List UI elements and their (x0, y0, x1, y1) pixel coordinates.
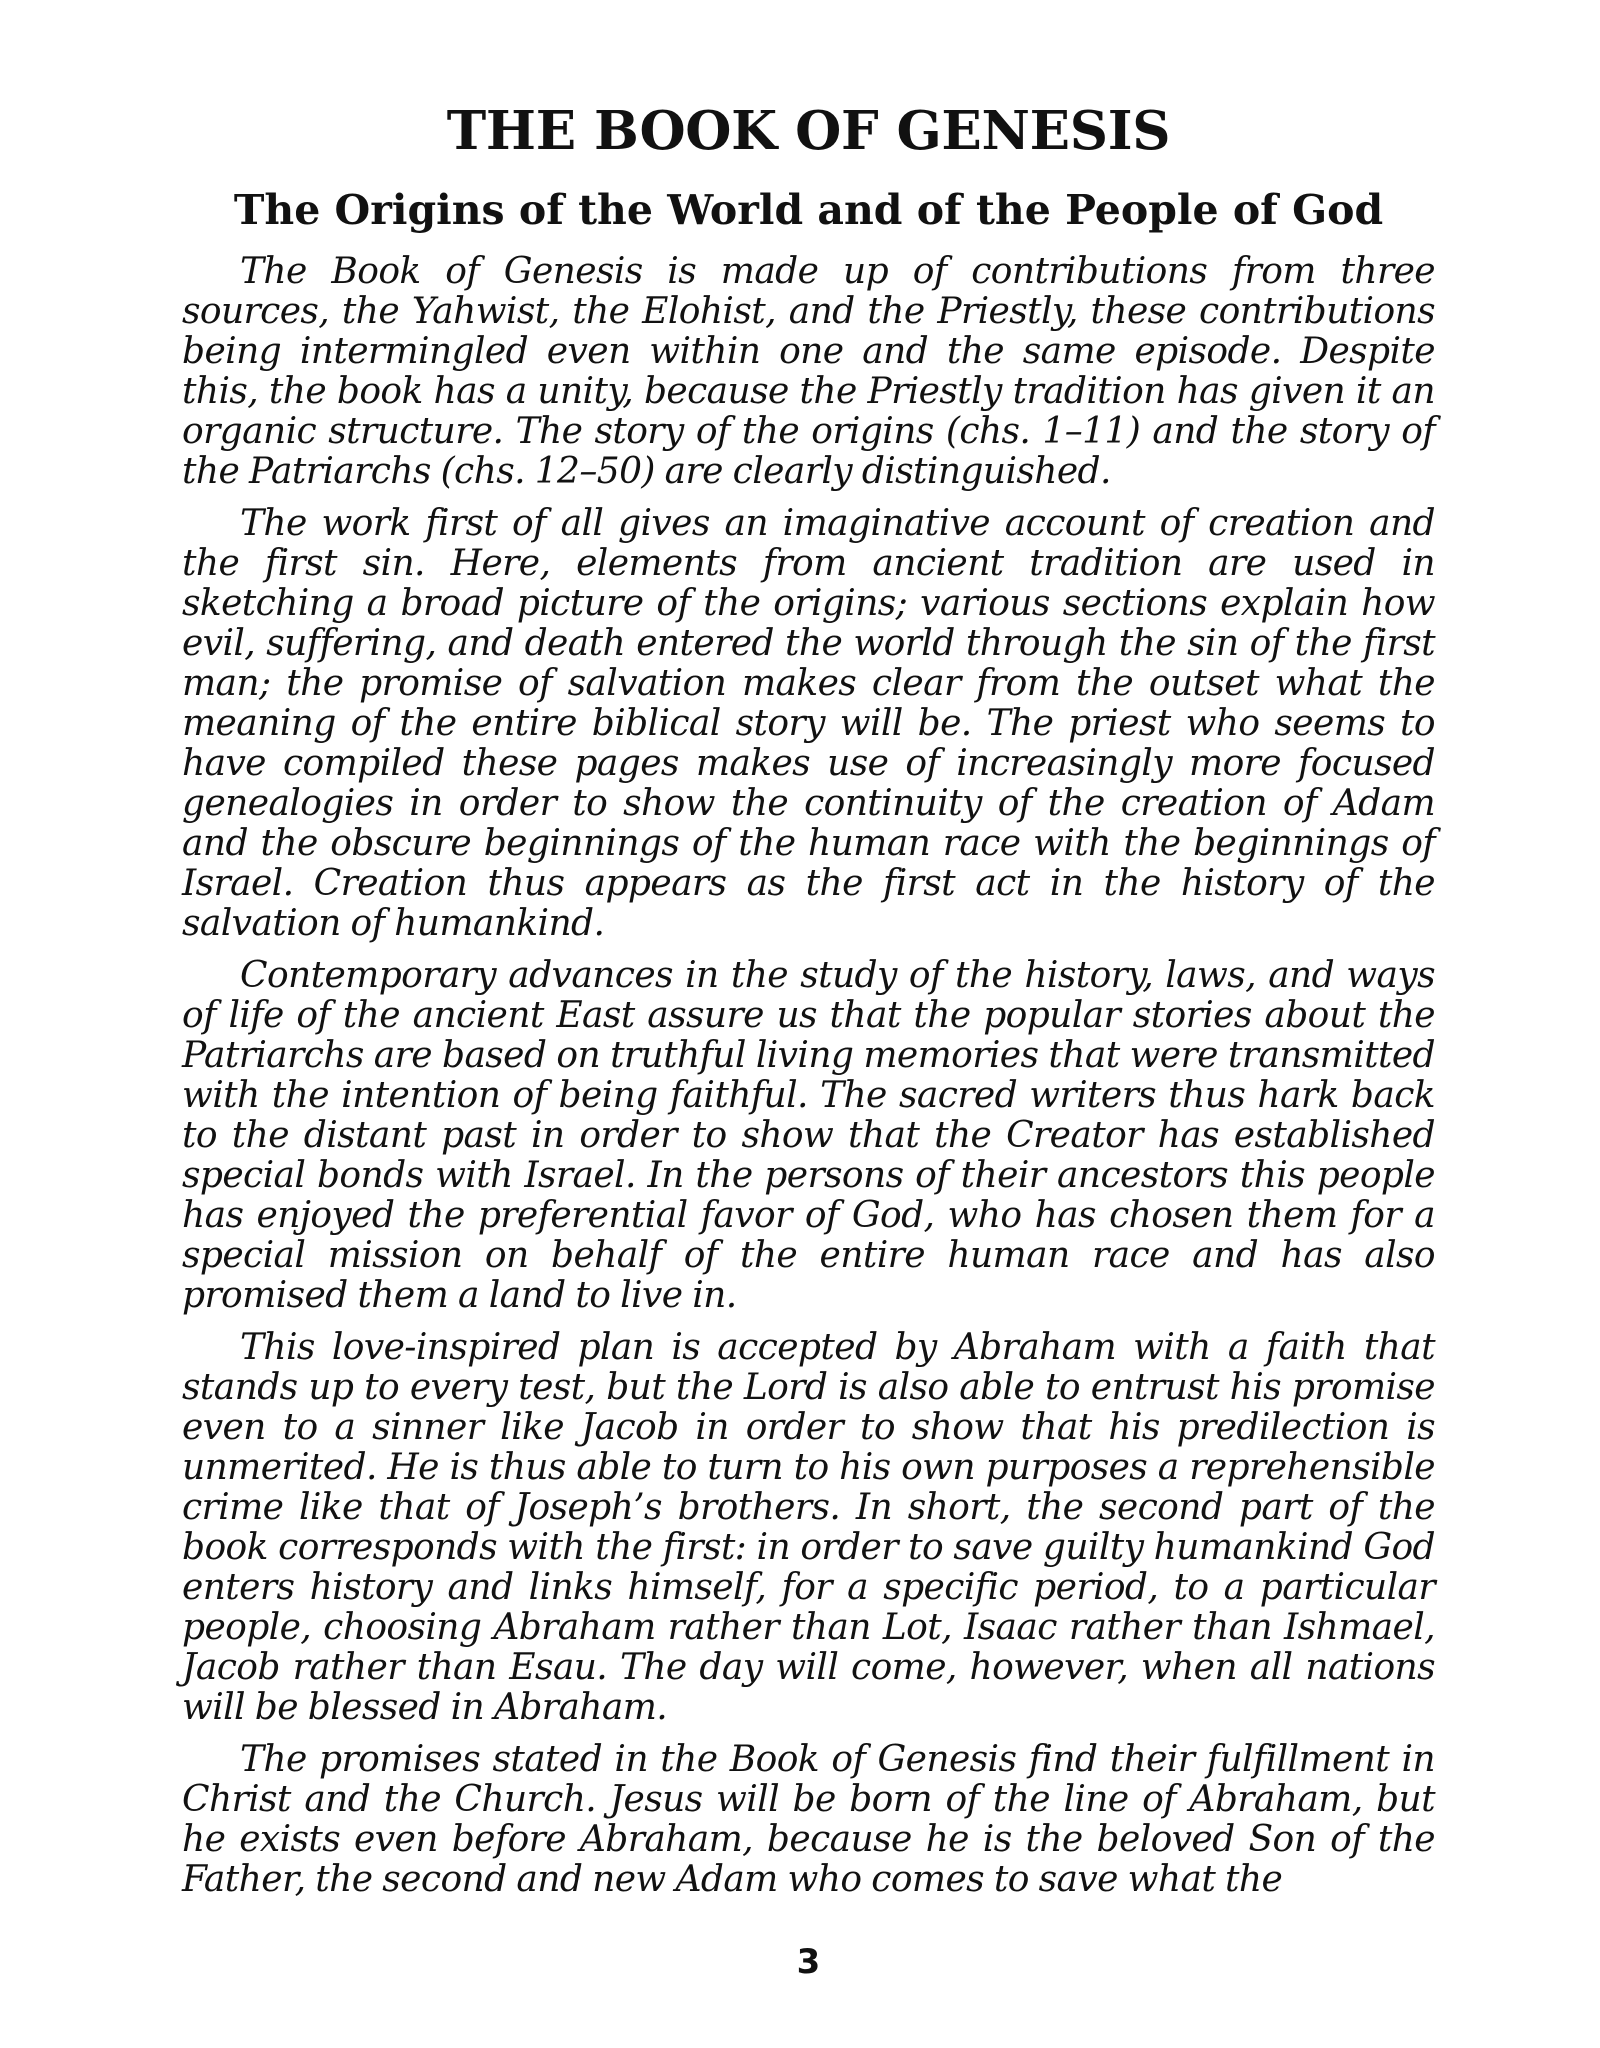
intro-paragraph-3: Contemporary advances in the study of the history, laws, and ways of life of the ancient East assure us that the popular stories about the Patriarchs are based on truthful living memories that were transmitted with the intention of being faithful. The sacred writers thus hark back to the distant past in order to show that the Creator has established special bonds with Israel. In the persons of their ancestors this people has enjoyed the preferential favor of God, who has chosen them for a special mission on behalf of the entire human race and has also promised them a land to live in. (182, 955, 1435, 1316)
page-number: 3 (796, 1942, 821, 1982)
introduction-text (182, 252, 1435, 1900)
book-page (182, 98, 1435, 1998)
intro-paragraph-4: This love-inspired plan is accepted by Abraham with a faith that stands up to every test, but the Lord is also able to entrust his promise even to a sinner like Jacob in order to show that his predilection is unmerited. He is thus able to turn to his own purposes a reprehensible crime like that of Joseph’s brothers. In short, the second part of the book corresponds with the first: in order to save guilty humankind God enters history and links himself, for a specific period, to a particular people, choosing Abraham rather than Lot, Isaac rather than Ishmael, Jacob rather than Esau. The day will come, however, when all nations will be blessed in Abraham. (182, 1327, 1435, 1728)
book-subtitle: The Origins of the World and of the People of God (233, 186, 1384, 234)
book-title: THE BOOK OF GENESIS (446, 100, 1171, 162)
intro-paragraph-2: The work first of all gives an imaginative account of creation and the first sin. Here, elements from ancient tradition are used in sketching a broad picture of the origins; various sections explain how evil, suffering, and death entered the world through the sin of the first man; the promise of salvation makes clear from the outset what the meaning of the entire biblical story will be. The priest who seems to have compiled these pages makes use of increasingly more focused genealogies in order to show the continuity of the creation of Adam and the obscure beginnings of the human race with the beginnings of Israel. Creation thus appears as the first act in the history of the salvation of humankind. (182, 503, 1435, 944)
intro-paragraph-5: The promises stated in the Book of Genesis find their fulfillment in Christ and the Church. Jesus will be born of the line of Abraham, but he exists even before Abraham, because he is the beloved Son of the Father, the second and new Adam who comes to save what the (182, 1739, 1435, 1900)
intro-paragraph-1: The Book of Genesis is made up of contributions from three sources, the Yahwist, the Elohist, and the Priestly, these contributions being intermingled even within one and the same episode. Despite this, the book has a unity, because the Priestly tradition has given it an organic structure. The story of the origins (chs. 1–11) and the story of the Patriarchs (chs. 12–50) are clearly distinguished. (182, 251, 1435, 492)
